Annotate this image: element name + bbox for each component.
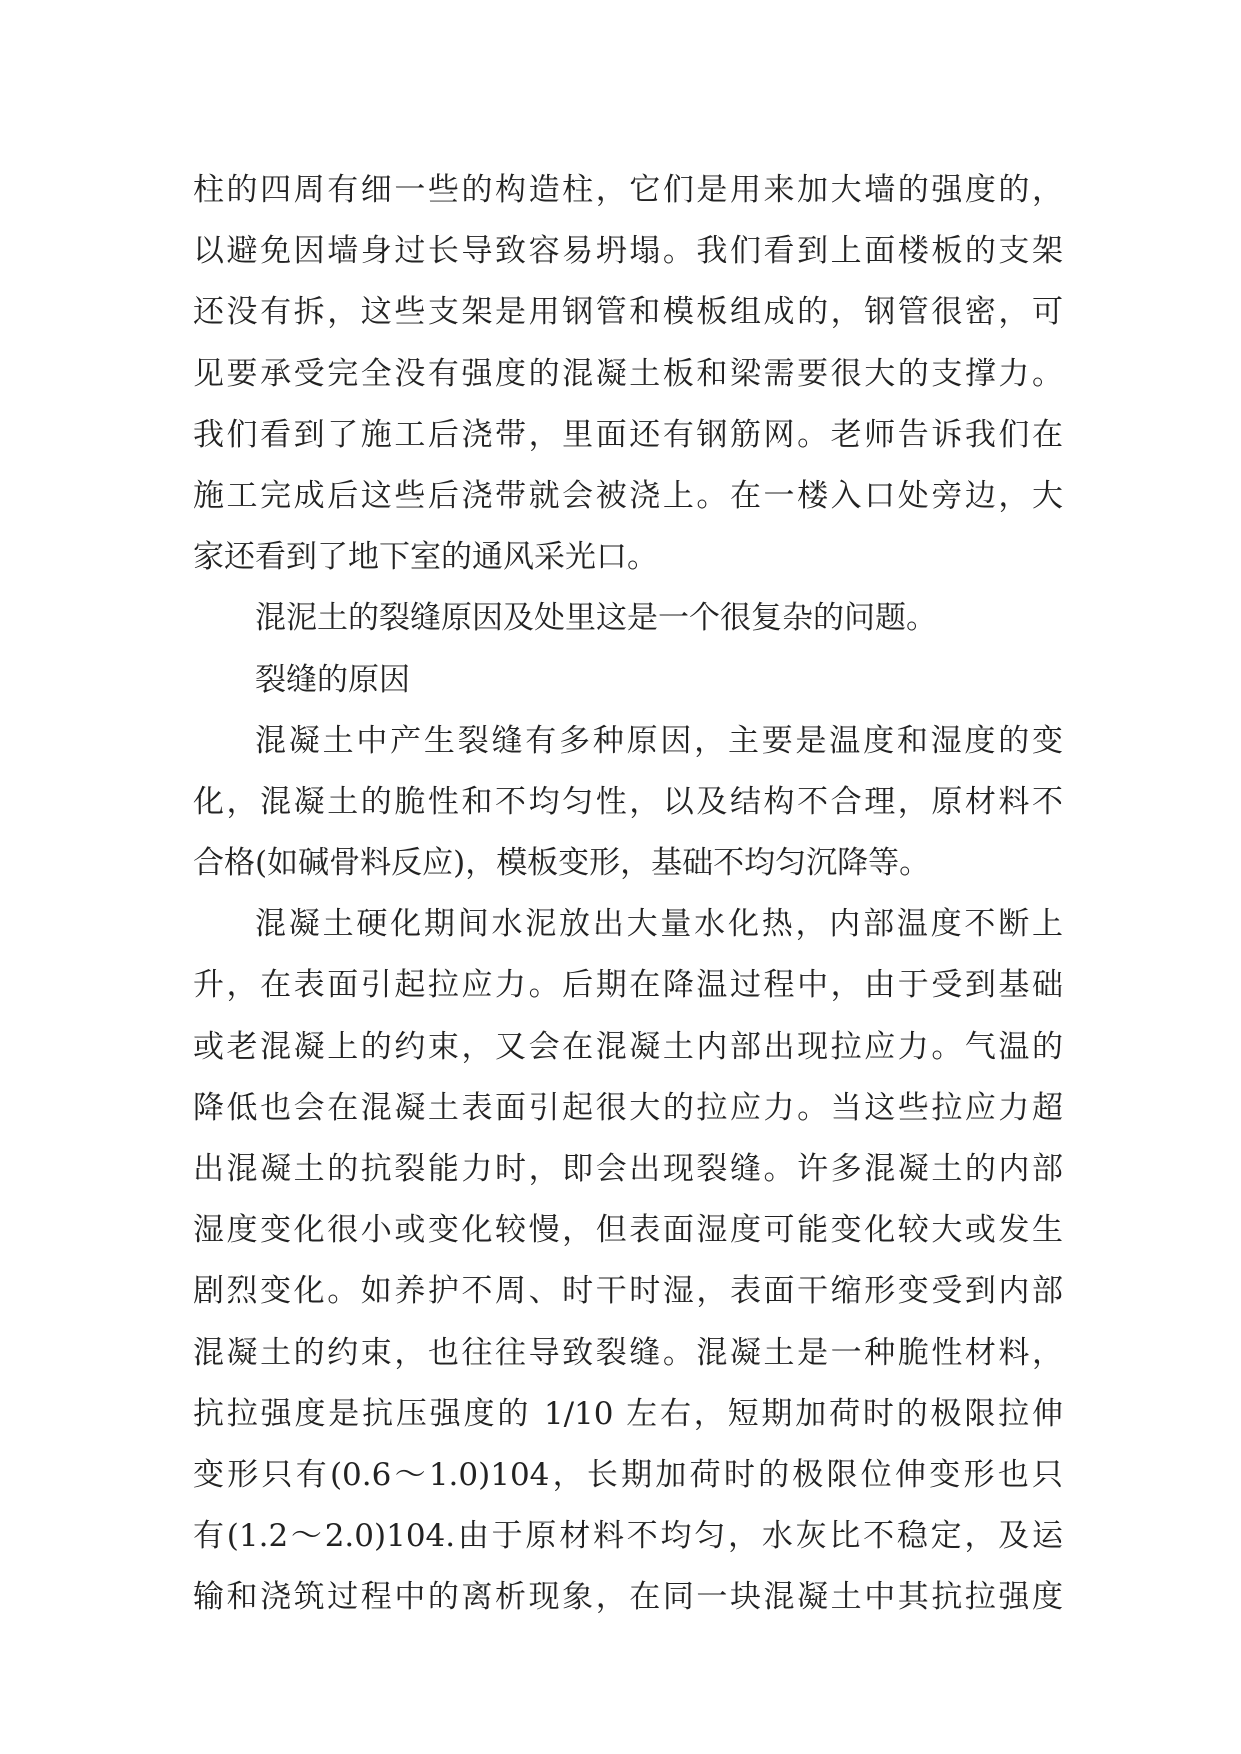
text-line: 剧烈变化。如养护不周、时干时湿，表面干缩形变受到内部 [193, 1273, 1063, 1310]
body-text [193, 160, 1063, 1629]
text-line: 降低也会在混凝土表面引起很大的拉应力。当这些拉应力超 [193, 1089, 1063, 1126]
text-line: 柱的四周有细一些的构造柱，它们是用来加大墙的强度的， [193, 172, 1063, 208]
text-line: 家还看到了地下室的通风采光口。 [193, 539, 658, 576]
text-line: 混凝土的约束，也往往导致裂缝。混凝土是一种脆性材料， [193, 1334, 1063, 1371]
text-line: 出混凝土的抗裂能力时，即会出现裂缝。许多混凝土的内部 [193, 1151, 1063, 1187]
text-line: 输和浇筑过程中的离析现象，在同一块混凝土中其抗拉强度 [193, 1579, 1063, 1616]
text-line: 化，混凝土的脆性和不均匀性，以及结构不合理，原材料不 [193, 783, 1063, 820]
text-line: 抗拉强度是抗压强度的 1/10 左右，短期加荷时的极限拉伸 [193, 1395, 1063, 1432]
text-line: 以避免因墙身过长导致容易坍塌。我们看到上面楼板的支架 [193, 233, 1063, 270]
text-line: 混凝土硬化期间水泥放出大量水化热，内部温度不断上 [255, 906, 1063, 943]
text-line: 升，在表面引起拉应力。后期在降温过程中，由于受到基础 [193, 967, 1063, 1004]
text-line: 我们看到了施工后浇带，里面还有钢筋网。老师告诉我们在 [193, 416, 1063, 453]
text-line: 混凝土中产生裂缝有多种原因，主要是温度和湿度的变 [255, 722, 1063, 759]
section-heading: 裂缝的原因 [255, 661, 410, 698]
text-line: 变形只有(0.6～1.0)104，长期加荷时的极限位伸变形也只 [193, 1456, 1063, 1493]
text-line: 或老混凝上的约束，又会在混凝土内部出现拉应力。气温的 [193, 1028, 1063, 1065]
paragraph-heading: 混泥土的裂缝原因及处里这是一个很复杂的问题。 [255, 600, 937, 637]
text-line: 有(1.2～2.0)104.由于原材料不均匀，水灰比不稳定，及运 [193, 1518, 1063, 1555]
text-line: 还没有拆，这些支架是用钢管和模板组成的，钢管很密，可 [193, 294, 1063, 331]
text-line: 合格(如碱骨料反应)，模板变形，基础不均匀沉降等。 [193, 845, 931, 882]
text-line: 施工完成后这些后浇带就会被浇上。在一楼入口处旁边，大 [193, 477, 1063, 514]
text-line: 见要承受完全没有强度的混凝土板和梁需要很大的支撑力。 [193, 355, 1063, 392]
text-line: 湿度变化很小或变化较慢，但表面湿度可能变化较大或发生 [193, 1212, 1063, 1249]
